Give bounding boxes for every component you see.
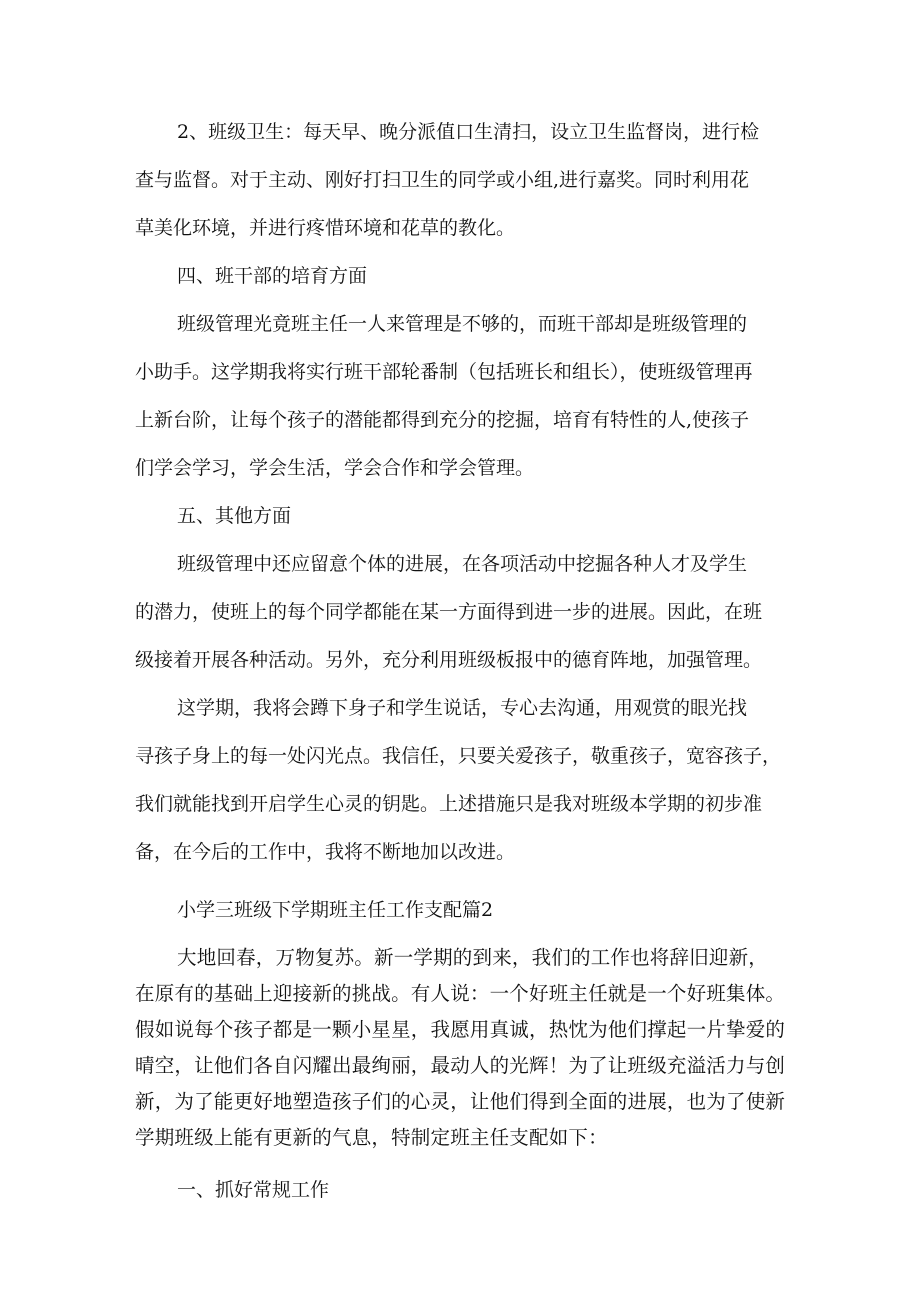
section-heading: 四、班干部的培育方面 (177, 265, 368, 287)
paragraph-line: 的潜力，使班上的每个同学都能在某一方面得到进一步的进展。因此，在班 (135, 601, 763, 623)
article-title: 小学三班级下学期班主任工作支配篇2 (177, 899, 494, 921)
paragraph-line: 新，为了能更好地塑造孩子们的心灵，让他们得到全面的进展，也为了使新 (135, 1090, 786, 1113)
paragraph-line: 级接着开展各种活动。另外，充分利用班级板报中的德育阵地，加强管理。 (135, 649, 763, 671)
paragraph-line: 小助手。这学期我将实行班干部轮番制（包括班长和组长），使班级管理再 (135, 361, 753, 383)
paragraph-line: 寻孩子身上的每一处闪光点。我信任，只要关爱孩子，敬重孩子，宽容孩子， (135, 745, 782, 767)
paragraph-line: 备，在今后的工作中，我将不断地加以改进。 (135, 841, 516, 863)
paragraph-line: 晴空，让他们各自闪耀出最绚丽，最动人的光辉！为了让班级充溢活力与创 (135, 1054, 786, 1077)
section-heading: 一、抓好常规工作 (177, 1179, 330, 1201)
paragraph-line: 草美化环境，并进行疼惜环境和花草的教化。 (135, 217, 516, 239)
paragraph-line: 2、班级卫生：每天早、晚分派值口生清扫，设立卫生监督岗，进行检 (177, 121, 760, 143)
paragraph-line: 这学期，我将会蹲下身子和学生说话，专心去沟通，用观赏的眼光找 (177, 697, 748, 719)
paragraph-line: 假如说每个孩子都是一颗小星星，我愿用真诚，热忱为他们撑起一片挚爱的 (135, 1018, 786, 1041)
paragraph-line: 们学会学习，学会生活，学会合作和学会管理。 (135, 457, 535, 479)
section-heading: 五、其他方面 (177, 505, 292, 527)
paragraph-line: 查与监督。对于主动、刚好打扫卫生的同学或小组,进行嘉奖。同时利用花 (135, 169, 750, 191)
paragraph-line: 大地回春，万物复苏。新一学期的到来，我们的工作也将辞旧迎新， (177, 946, 769, 969)
paragraph-line: 班级管理中还应留意个体的进展，在各项活动中挖掘各种人才及学生 (177, 553, 748, 575)
paragraph-line: 在原有的基础上迎接新的挑战。有人说：一个好班主任就是一个好班集体。 (135, 982, 786, 1005)
paragraph-line: 学期班级上能有更新的气息，特制定班主任支配如下： (135, 1126, 608, 1149)
paragraph-line: 上新台阶，让每个孩子的潜能都得到充分的挖掘，培育有特性的人,使孩子 (135, 409, 750, 431)
paragraph-line: 班级管理光竟班主任一人来管理是不够的，而班干部却是班级管理的 (177, 313, 748, 335)
paragraph-line: 我们就能找到开启学生心灵的钥匙。上述措施只是我对班级本学期的初步准 (135, 793, 763, 815)
